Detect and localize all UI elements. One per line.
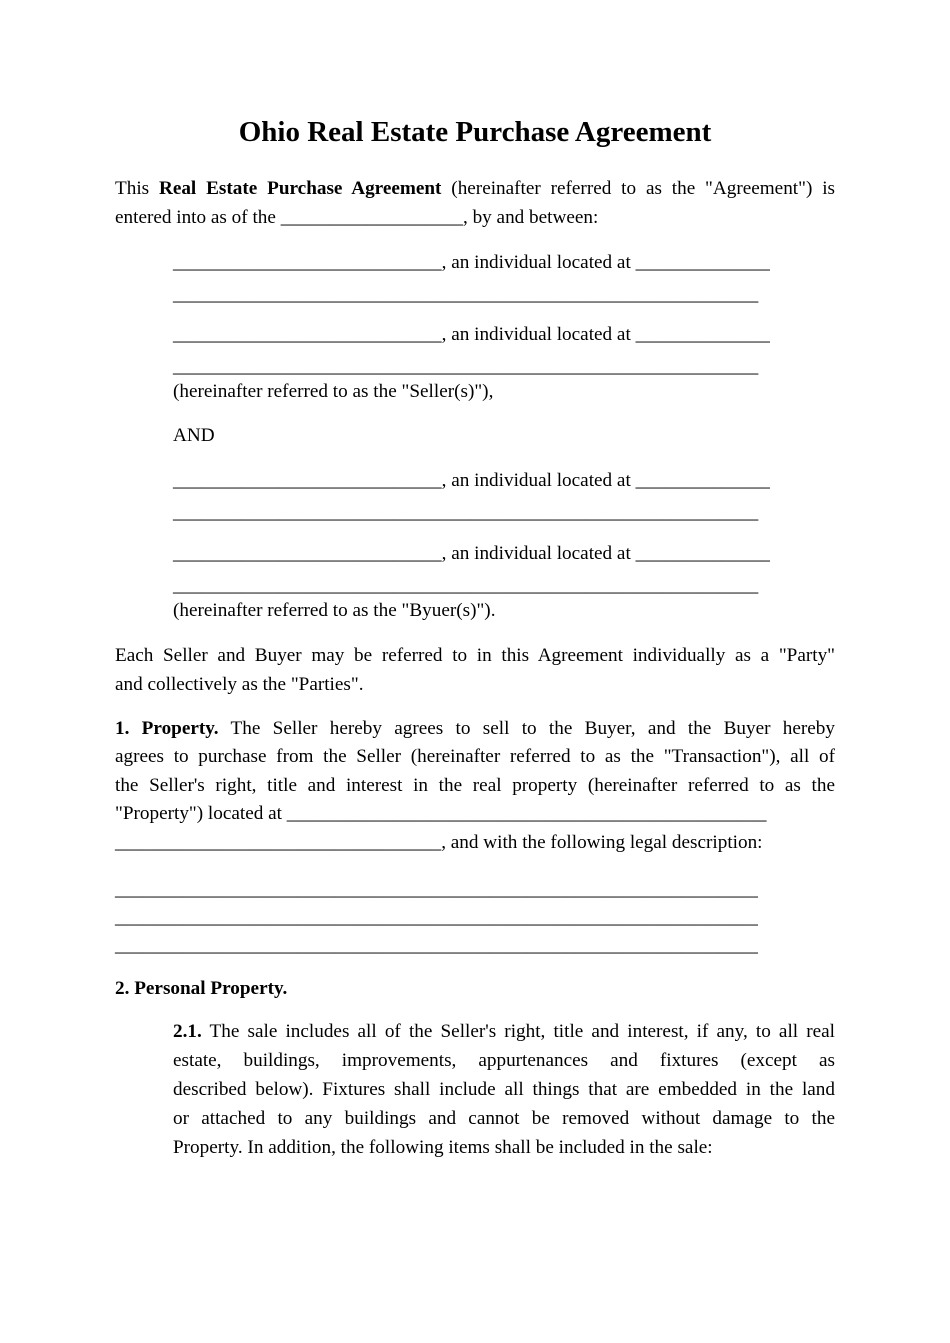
seller-reference: (hereinafter referred to as the "Seller(s)"), (173, 381, 494, 402)
seller-1-name-line: ____________________________, an individual located at ______________ (173, 252, 770, 273)
legal-description-blank-1: ___________________________________________________________________ (115, 879, 758, 900)
legal-description-blank-2: ___________________________________________________________________ (115, 907, 758, 928)
buyer-2-address-line: _____________________________________________________________ (173, 575, 759, 596)
section-1-line-3: the Seller's right, title and interest in the real property (hereinafter referred to as the (115, 775, 835, 796)
section-2-1-line-2: estate, buildings, improvements, appurtenances and fixtures (except as (173, 1050, 835, 1071)
buyer-1-address-line: _____________________________________________________________ (173, 502, 759, 523)
parties-line-1: Each Seller and Buyer may be referred to in this Agreement individually as a "Party" (115, 645, 835, 666)
intro-bold-term: Real Estate Purchase Agreement (158, 178, 442, 199)
section-1-text: The Seller hereby agrees to sell to the Buyer, and the Buyer hereby (218, 718, 835, 739)
section-2-1-line-4: or attached to any buildings and cannot be removed without damage to the (173, 1108, 835, 1129)
section-2-1-line-5: Property. In addition, the following items shall be included in the sale: (173, 1137, 713, 1158)
buyer-reference: (hereinafter referred to as the "Byuer(s)"). (173, 600, 496, 621)
section-2-1-text: The sale includes all of the Seller's right, title and interest, if any, to all real (201, 1021, 835, 1042)
section-1-line-5: __________________________________, and with the following legal description: (115, 832, 763, 853)
seller-2-name-line: ____________________________, an individual located at ______________ (173, 324, 770, 345)
buyer-1-name-line: ____________________________, an individual located at ______________ (173, 470, 770, 491)
document-title: Ohio Real Estate Purchase Agreement (238, 116, 712, 148)
parties-line-2: and collectively as the "Parties". (115, 674, 364, 695)
section-2-heading: 2. Personal Property. (115, 978, 288, 999)
seller-1-address-line: _____________________________________________________________ (173, 284, 759, 305)
legal-description-blank-3: ___________________________________________________________________ (115, 935, 758, 956)
intro-text-b: (hereinafter referred to as the "Agreement") is (441, 178, 835, 199)
section-2-1-number: 2.1. (173, 1021, 202, 1042)
section-1-line-2: agrees to purchase from the Seller (hereinafter referred to as the "Transaction"), all of (115, 746, 835, 767)
intro-line-1 (115, 179, 835, 198)
intro-line-2: entered into as of the ___________________, by and between: (115, 207, 599, 228)
section-1-line-4: "Property") located at __________________________________________________ (115, 803, 767, 824)
section-2-1-line-3: described below). Fixtures shall include all things that are embedded in the land (173, 1079, 835, 1100)
section-1-heading: 1. Property. (115, 718, 219, 739)
seller-2-address-line: _____________________________________________________________ (173, 356, 759, 377)
section-2-1-line-1 (173, 1022, 835, 1041)
intro-text-a: This (115, 178, 159, 199)
buyer-2-name-line: ____________________________, an individual located at ______________ (173, 543, 770, 564)
section-1-line-1 (115, 719, 835, 738)
and-separator: AND (173, 425, 215, 446)
